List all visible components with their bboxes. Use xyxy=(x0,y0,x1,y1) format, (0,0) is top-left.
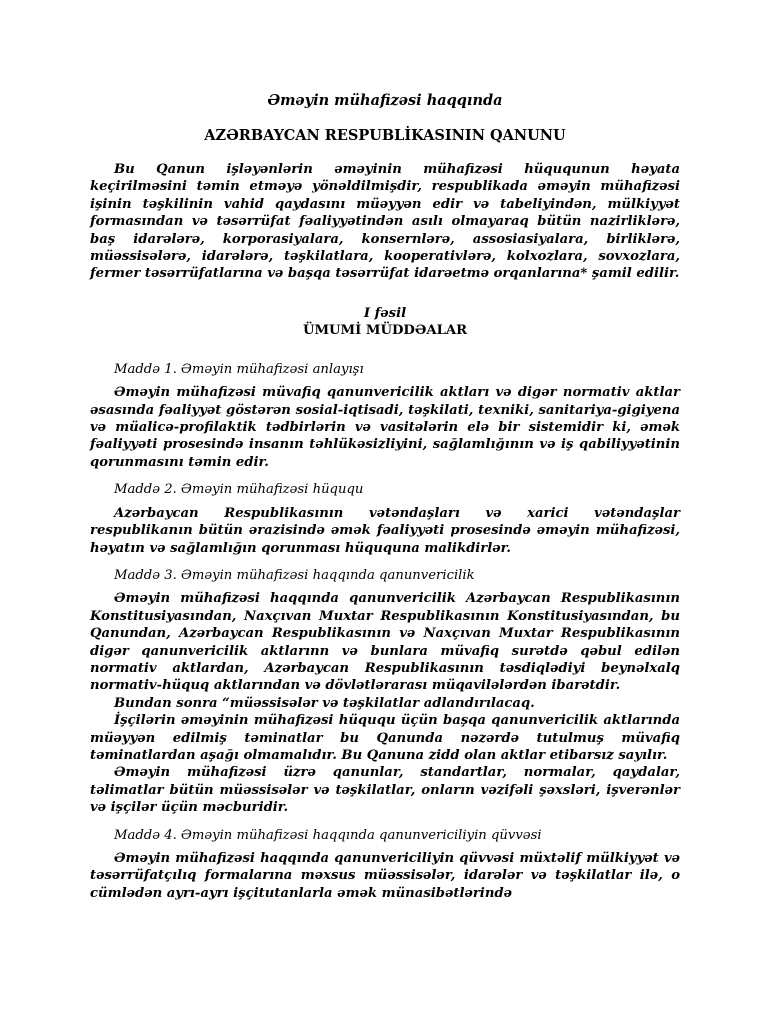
article-3-heading: Maddə 3. Əməyin mühafizəsi haqqında qanunvericilik xyxy=(114,567,475,583)
article-3-paragraph-1: Əməyin mühafizəsi haqqında qanunvericilik Azərbaycan Respublikasının Konstitusiyasından, Naxçıvan Muxtar Respublikasının Konstitusiyasından, bu Qanundan, Azərbaycan Respublikasının və Naxçıvan Muxtar Respublikasının digər qanunvericilik aktlarınn və bunlara müvafiq surətdə qəbul edilən normativ aktlardan, Azərbaycan Respublikasının təsdiqlədiyi beynəlxalq normativ-hüquq aktlarından və dövlətlərarası müqavilələrdən ibarətdir. xyxy=(90,591,680,694)
article-2-paragraph: Azərbaycan Respublikasının vətəndaşları və xarici vətəndaşlar respublikanın bütün ərazisində əmək fəaliyyəti prosesində əməyin mühafizəsi, həyatın və sağlamlığın qorunması hüququna malikdirlər. xyxy=(90,505,680,556)
article-3-paragraph-4: Əməyin mühafizəsi üzrə qanunlar, standartlar, normalar, qaydalar, təlimatlar bütün müəssisələr və təşkilatlar, onların vəzifəli şəxsləri, işverənlər və işçilər üçün məcburidir. xyxy=(90,765,680,816)
document-title: Əməyin mühafizəsi haqqında xyxy=(267,92,503,109)
preamble: Bu Qanun işləyənlərin əməyinin mühafizəsi hüququnun həyata keçirilməsini təmin etməyə yönəldilmişdir, respublikada əməyin mühafizəsi işinin təşkilinin vahid qaydasını müəyyən edir və tabeliyindən, mülkiyyət formasından və təsərrüfat fəaliyyətindən asılı olmayaraq bütün nazirliklərə, baş idarələrə, korporasiyalara, konsernlərə, assosiasiyalara, birliklərə, müəssisələrə, idarələrə, təşkilatlara, kooperativlərə, kolxozlara, sovxozlara, fermer təsərrüfatlarına və başqa təsərrüfat idarəetmə orqanlarına* şamil edilir. xyxy=(90,162,680,282)
article-2-heading: Maddə 2. Əməyin mühafizəsi hüququ xyxy=(114,482,364,498)
article-1-paragraph: Əməyin mühafizəsi müvafiq qanunvericilik aktları və digər normativ aktlar əsasında fəaliyyət göstərən sosial-iqtisadi, təşkilati, texniki, sanitariya-gigiyena və müalicə-profilaktik tədbirlərin və vasitələrin elə bir sistemidir ki, əmək fəaliyyəti prosesində insanın təhlükəsizliyini, sağlamlığının və iş qabiliyyətinin qorunmasını təmin edir. xyxy=(90,385,680,470)
article-4-paragraph: Əməyin mühafizəsi haqqında qanunvericiliyin qüvvəsi müxtəlif mülkiyyət və təsərrüfatçılıq formalarına məxsus müəssisələr, idarələr və təşkilatlar ilə, o cümlədən ayrı-ayrı işçitutanlarla əmək münasibətlərində xyxy=(90,851,680,901)
chapter-title: ÜMUMİ MÜDDƏALAR xyxy=(302,322,468,338)
article-3-paragraph-3: İşçilərin əməyinin mühafizəsi hüququ üçün başqa qanunvericilik aktlarında müəyyən edilmiş təminatlar bu Qanunda nəzərdə tutulmuş müvafiq təminatlardan aşağı olmamalıdır. Bu Qanuna zidd olan aktlar etibarsız sayılır. xyxy=(90,713,680,763)
article-3-paragraph-2: Bundan sonra “müəssisələr və təşkilatlar adlandırılacaq. xyxy=(114,695,535,711)
chapter-number: I fəsil xyxy=(363,305,407,321)
article-1-heading: Maddə 1. Əməyin mühafizəsi anlayışı xyxy=(114,361,364,377)
article-4-heading: Maddə 4. Əməyin mühafizəsi haqqında qanunvericiliyin qüvvəsi xyxy=(114,827,542,843)
law-title: AZƏRBAYCAN RESPUBLİKASININ QANUNU xyxy=(204,127,566,144)
